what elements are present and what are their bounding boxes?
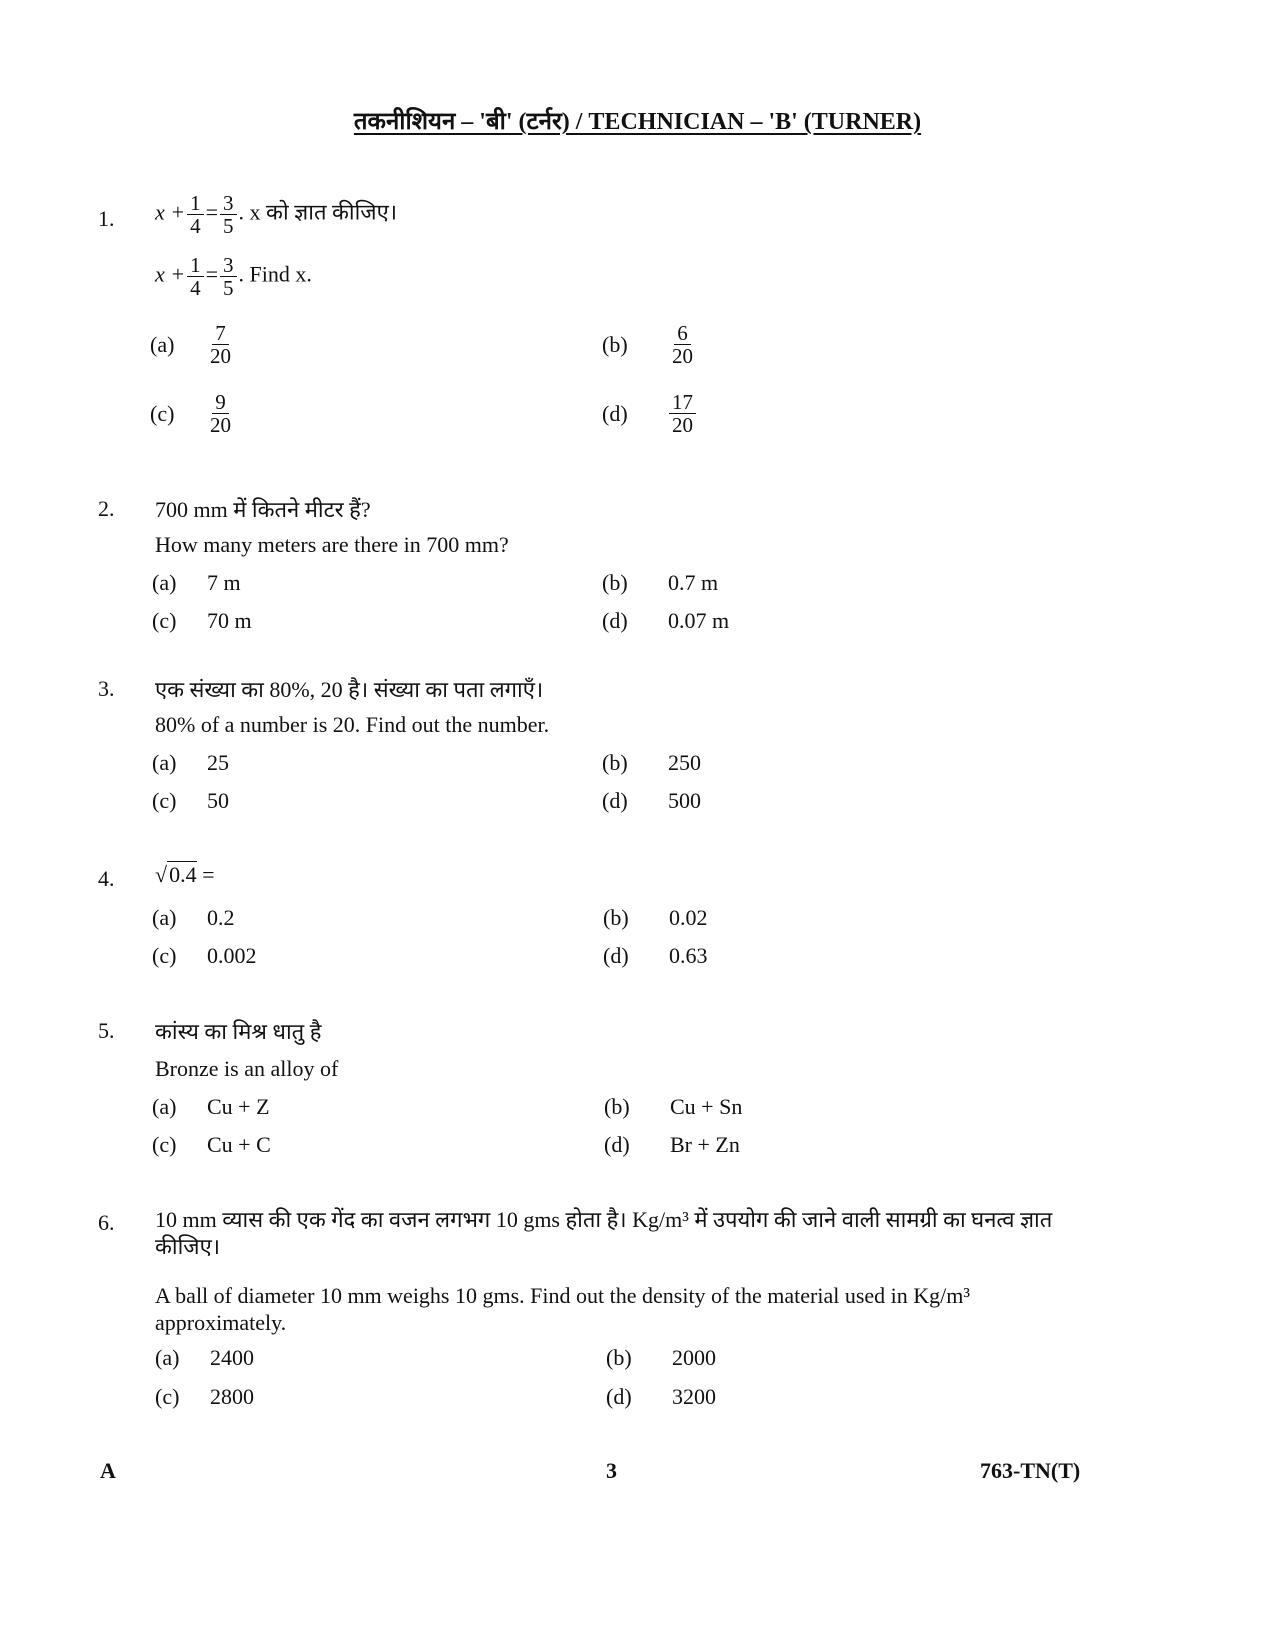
option-c[interactable]: (c) 2800 bbox=[155, 1384, 254, 1409]
question-number: 3. bbox=[98, 676, 115, 701]
question-number: 5. bbox=[98, 1018, 115, 1043]
sqrt-icon: √ bbox=[155, 862, 168, 887]
paper-code: 763-TN(T) bbox=[980, 1458, 1081, 1483]
question-english: x + $\frac{1}{4}$ = $\frac{3}{5}$ . Find x. bbox=[155, 253, 312, 301]
option-d[interactable]: (d) 0.63 bbox=[603, 943, 708, 968]
option-a[interactable]: (a) 2400 bbox=[155, 1345, 254, 1370]
fraction: $\frac{3}{5}$ bbox=[220, 254, 237, 299]
option-c[interactable]: (c) $\frac{9}{20}$ bbox=[150, 390, 231, 438]
page-number: 3 bbox=[606, 1458, 617, 1483]
option-d[interactable]: (d) 500 bbox=[602, 788, 701, 813]
option-b[interactable]: (b) Cu + Sn bbox=[604, 1094, 743, 1119]
fraction: $\frac{3}{5}$ bbox=[220, 192, 237, 237]
option-a[interactable]: (a) 0.2 bbox=[152, 905, 235, 930]
question-number: 4. bbox=[98, 866, 115, 891]
question-hindi: 10 mm व्यास की एक गेंद का वजन लगभग 10 gms होता है। Kg/m³ में उपयोग की जाने वाली सामग्री का घनत्व ज्ञात कीजिए। bbox=[155, 1207, 1053, 1259]
question-hindi: 700 mm में कितने मीटर हैं? bbox=[155, 497, 371, 522]
question-number: 1. bbox=[98, 206, 115, 231]
option-c[interactable]: (c) 70 m bbox=[152, 608, 252, 633]
option-b[interactable]: (b) 250 bbox=[602, 750, 701, 775]
option-a[interactable]: (a) 7 m bbox=[152, 570, 241, 595]
fraction: $\frac{1}{4}$ bbox=[187, 192, 204, 237]
option-a[interactable]: (a) 25 bbox=[152, 750, 229, 775]
question-english: A ball of diameter 10 mm weighs 10 gms. Find out the density of the material used in Kg/m³ approximately. bbox=[155, 1283, 970, 1335]
question-expression: √0.4 = bbox=[155, 862, 215, 887]
option-d[interactable]: (d) 3200 bbox=[606, 1384, 716, 1409]
set-label: A bbox=[100, 1458, 116, 1483]
option-d[interactable]: (d) 0.07 m bbox=[602, 608, 730, 633]
option-c[interactable]: (c) 50 bbox=[152, 788, 229, 813]
question-number: 2. bbox=[98, 496, 115, 521]
question-english: How many meters are there in 700 mm? bbox=[155, 532, 509, 557]
question-hindi: एक संख्या का 80%, 20 है। संख्या का पता लगाएँ। bbox=[155, 677, 544, 702]
option-c[interactable]: (c) 0.002 bbox=[152, 943, 257, 968]
option-b[interactable]: (b) 2000 bbox=[606, 1345, 716, 1370]
question-english: Bronze is an alloy of bbox=[155, 1056, 339, 1081]
option-b[interactable]: (b) $\frac{6}{20}$ bbox=[602, 321, 693, 369]
page-title: तकनीशियन – 'बी' (टर्नर) / TECHNICIAN – 'B' (TURNER) bbox=[353, 109, 922, 135]
option-d[interactable]: (d) $\frac{17}{20}$ bbox=[602, 391, 698, 436]
option-b[interactable]: (b) 0.7 m bbox=[602, 570, 719, 595]
option-a[interactable]: (a) $\frac{7}{20}$ bbox=[150, 321, 231, 369]
fraction: $\frac{1}{4}$ bbox=[187, 254, 204, 299]
option-d[interactable]: (d) Br + Zn bbox=[604, 1132, 740, 1157]
question-hindi: x + $\frac{1}{4}$ = $\frac{3}{5}$ . x को ज्ञात कीजिए। bbox=[155, 191, 398, 239]
question-english: 80% of a number is 20. Find out the number. bbox=[155, 712, 550, 737]
option-c[interactable]: (c) Cu + C bbox=[152, 1132, 271, 1157]
option-a[interactable]: (a) Cu + Z bbox=[152, 1094, 270, 1119]
question-hindi: कांस्य का मिश्र धातु है bbox=[155, 1019, 322, 1044]
option-b[interactable]: (b) 0.02 bbox=[603, 905, 708, 930]
question-number: 6. bbox=[98, 1210, 115, 1235]
